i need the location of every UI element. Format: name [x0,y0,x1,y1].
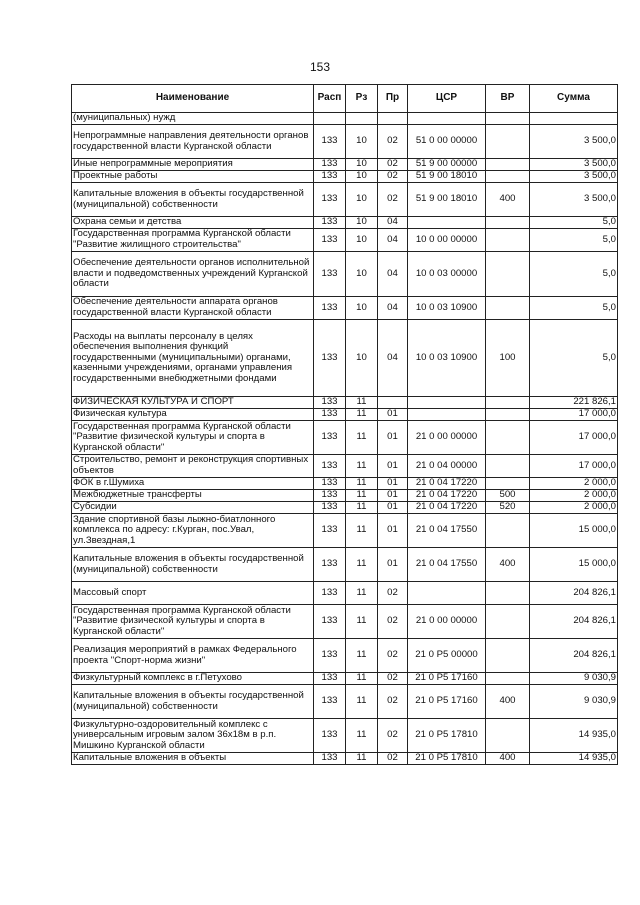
cell-pr: 02 [378,171,408,183]
cell-csr: 10 0 03 00000 [408,252,486,297]
cell-rasp: 133 [314,455,346,478]
cell-name: Капитальные вложения в объекты государственной (муниципальной) собственности [72,548,314,582]
cell-sum: 17 000,0 [530,455,618,478]
cell-csr: 10 0 00 00000 [408,229,486,252]
header-vr: ВР [486,85,530,113]
cell-csr: 21 0 04 17550 [408,514,486,548]
table-row [72,159,618,171]
cell-rasp: 133 [314,548,346,582]
cell-vr [486,409,530,421]
cell-name: Межбюджетные трансферты [72,490,314,502]
cell-rasp: 133 [314,514,346,548]
cell-pr: 02 [378,159,408,171]
table-row [72,217,618,229]
cell-csr: 10 0 03 10900 [408,297,486,320]
cell-vr [486,421,530,455]
cell-sum: 204 826,1 [530,582,618,605]
cell-vr [486,719,530,753]
cell-name: Здание спортивной базы лыжно-биатлонного комплекса по адресу: г.Курган, пос.Увал, ул.Звездная,1 [72,514,314,548]
cell-name: Капитальные вложения в объекты государственной (муниципальной) собственности [72,685,314,719]
cell-pr: 04 [378,217,408,229]
table-row [72,455,618,478]
cell-rz: 11 [346,605,378,639]
cell-sum: 204 826,1 [530,605,618,639]
cell-csr: 21 0 P5 17810 [408,753,486,765]
cell-sum: 17 000,0 [530,409,618,421]
cell-csr: 21 0 04 17220 [408,490,486,502]
cell-rz: 11 [346,673,378,685]
table-row [72,514,618,548]
cell-rasp: 133 [314,639,346,673]
cell-rasp: 133 [314,409,346,421]
cell-vr: 100 [486,320,530,397]
cell-sum: 9 030,9 [530,685,618,719]
cell-rz: 11 [346,502,378,514]
cell-pr [378,397,408,409]
cell-csr: 51 9 00 18010 [408,171,486,183]
cell-rz: 11 [346,409,378,421]
cell-rz: 10 [346,125,378,159]
cell-sum: 14 935,0 [530,753,618,765]
cell-rz: 11 [346,421,378,455]
cell-csr: 21 0 00 00000 [408,421,486,455]
cell-vr: 500 [486,490,530,502]
cell-rz: 11 [346,582,378,605]
cell-csr: 21 0 04 00000 [408,455,486,478]
header-rz: Рз [346,85,378,113]
cell-pr: 02 [378,125,408,159]
cell-vr [486,113,530,125]
header-csr: ЦСР [408,85,486,113]
cell-rasp: 133 [314,605,346,639]
cell-sum: 17 000,0 [530,421,618,455]
cell-csr: 21 0 P5 17160 [408,685,486,719]
cell-csr: 21 0 04 17550 [408,548,486,582]
cell-sum: 15 000,0 [530,548,618,582]
table-row [72,478,618,490]
table-row [72,421,618,455]
table-row [72,548,618,582]
cell-pr: 01 [378,490,408,502]
cell-rasp: 133 [314,673,346,685]
cell-rz: 11 [346,397,378,409]
cell-name: Обеспечение деятельности аппарата органов государственной власти Курганской области [72,297,314,320]
cell-rz: 10 [346,171,378,183]
cell-name: Строительство, ремонт и реконструкция спортивных объектов [72,455,314,478]
cell-name: Государственная программа Курганской области "Развитие физической культуры и спорта в Курганской области" [72,605,314,639]
table-row [72,320,618,397]
cell-name: Физическая культура [72,409,314,421]
cell-csr: 21 0 P5 00000 [408,639,486,673]
cell-pr: 04 [378,229,408,252]
table-row [72,252,618,297]
cell-rasp: 133 [314,685,346,719]
cell-rz: 11 [346,753,378,765]
cell-name: (муниципальных) нужд [72,113,314,125]
cell-sum: 5,0 [530,320,618,397]
table-row [72,397,618,409]
cell-csr [408,582,486,605]
cell-rasp: 133 [314,171,346,183]
cell-pr: 02 [378,753,408,765]
cell-sum [530,113,618,125]
cell-csr: 51 0 00 00000 [408,125,486,159]
cell-pr [378,113,408,125]
cell-rasp: 133 [314,297,346,320]
cell-name: Капитальные вложения в объекты [72,753,314,765]
cell-rz: 10 [346,297,378,320]
cell-vr [486,605,530,639]
cell-rasp: 133 [314,421,346,455]
cell-vr [486,252,530,297]
cell-rz [346,113,378,125]
cell-pr: 02 [378,183,408,217]
cell-csr: 10 0 03 10900 [408,320,486,397]
header-rasp: Расп [314,85,346,113]
header-sum: Сумма [530,85,618,113]
cell-csr [408,113,486,125]
cell-sum: 2 000,0 [530,502,618,514]
cell-rasp: 133 [314,490,346,502]
cell-vr: 400 [486,548,530,582]
table-row [72,297,618,320]
cell-vr [486,171,530,183]
cell-sum: 5,0 [530,217,618,229]
cell-sum: 5,0 [530,297,618,320]
cell-vr [486,159,530,171]
table-row [72,502,618,514]
cell-rz: 11 [346,639,378,673]
cell-vr [486,455,530,478]
table-header-row [72,85,618,113]
cell-vr [486,478,530,490]
cell-pr: 01 [378,502,408,514]
cell-pr: 02 [378,685,408,719]
cell-name: Физкультурно-оздоровительный комплекс с универсальным игровым залом 36х18м в р.п. Мишкино Курганской области [72,719,314,753]
cell-rz: 10 [346,229,378,252]
cell-name: Государственная программа Курганской области "Развитие физической культуры и спорта в Курганской области" [72,421,314,455]
cell-name: Иные непрограммные мероприятия [72,159,314,171]
table-row [72,183,618,217]
cell-sum: 15 000,0 [530,514,618,548]
cell-csr: 51 9 00 00000 [408,159,486,171]
cell-name: Капитальные вложения в объекты государственной (муниципальной) собственности [72,183,314,217]
cell-csr [408,217,486,229]
cell-vr: 400 [486,685,530,719]
cell-rasp: 133 [314,397,346,409]
cell-name: Обеспечение деятельности органов исполнительной власти и подведомственных учреждений Курганской области [72,252,314,297]
cell-sum: 204 826,1 [530,639,618,673]
cell-rz: 10 [346,183,378,217]
cell-vr: 520 [486,502,530,514]
table-row [72,639,618,673]
table-row [72,605,618,639]
cell-csr: 51 9 00 18010 [408,183,486,217]
cell-csr: 21 0 04 17220 [408,502,486,514]
cell-pr: 04 [378,320,408,397]
cell-rz: 11 [346,548,378,582]
cell-csr: 21 0 00 00000 [408,605,486,639]
cell-name: Субсидии [72,502,314,514]
cell-vr: 400 [486,753,530,765]
cell-sum: 9 030,9 [530,673,618,685]
cell-name: Проектные работы [72,171,314,183]
table-row [72,125,618,159]
budget-table [71,84,618,765]
cell-csr [408,397,486,409]
cell-csr: 21 0 P5 17810 [408,719,486,753]
cell-pr: 01 [378,514,408,548]
table-row [72,171,618,183]
cell-pr: 04 [378,297,408,320]
cell-rz: 11 [346,514,378,548]
cell-sum: 14 935,0 [530,719,618,753]
cell-rasp: 133 [314,582,346,605]
header-pr: Пр [378,85,408,113]
table-body [72,113,618,765]
cell-name: Реализация мероприятий в рамках Федерального проекта "Спорт-норма жизни" [72,639,314,673]
cell-sum: 5,0 [530,252,618,297]
cell-pr: 01 [378,548,408,582]
cell-csr [408,409,486,421]
table-row [72,753,618,765]
cell-rasp: 133 [314,719,346,753]
cell-sum: 2 000,0 [530,490,618,502]
table-row [72,113,618,125]
cell-rasp: 133 [314,753,346,765]
cell-pr: 02 [378,639,408,673]
cell-pr: 01 [378,455,408,478]
cell-vr [486,397,530,409]
cell-vr [486,673,530,685]
cell-rasp: 133 [314,183,346,217]
cell-sum: 221 826,1 [530,397,618,409]
cell-vr: 400 [486,183,530,217]
cell-sum: 3 500,0 [530,183,618,217]
cell-sum: 2 000,0 [530,478,618,490]
cell-name: Государственная программа Курганской области "Развитие жилищного строительства" [72,229,314,252]
cell-rasp: 133 [314,252,346,297]
cell-rasp: 133 [314,125,346,159]
cell-vr [486,217,530,229]
cell-sum: 3 500,0 [530,125,618,159]
cell-name: Массовый спорт [72,582,314,605]
cell-vr [486,639,530,673]
cell-rz: 10 [346,217,378,229]
cell-pr: 01 [378,409,408,421]
cell-pr: 01 [378,478,408,490]
cell-rz: 11 [346,478,378,490]
header-name: Наименование [72,85,314,113]
cell-rasp [314,113,346,125]
cell-rz: 10 [346,252,378,297]
cell-name: Расходы на выплаты персоналу в целях обеспечения выполнения функций государственными (муниципальными) органами, казенными учреждениями, органами управления государственными внебюджетными фондами [72,320,314,397]
cell-rasp: 133 [314,502,346,514]
table-row [72,409,618,421]
cell-rasp: 133 [314,478,346,490]
cell-pr: 02 [378,605,408,639]
cell-rz: 11 [346,490,378,502]
table-row [72,673,618,685]
cell-sum: 5,0 [530,229,618,252]
cell-pr: 01 [378,421,408,455]
table-row [72,719,618,753]
cell-csr: 21 0 04 17220 [408,478,486,490]
cell-name: Непрограммные направления деятельности органов государственной власти Курганской области [72,125,314,159]
page-number: 153 [309,60,331,74]
cell-vr [486,582,530,605]
table-row [72,685,618,719]
cell-rz: 11 [346,685,378,719]
cell-pr: 02 [378,582,408,605]
table-row [72,229,618,252]
cell-vr [486,125,530,159]
cell-rz: 11 [346,455,378,478]
cell-name: ФИЗИЧЕСКАЯ КУЛЬТУРА И СПОРТ [72,397,314,409]
cell-rasp: 133 [314,320,346,397]
table-row [72,490,618,502]
cell-sum: 3 500,0 [530,159,618,171]
cell-rasp: 133 [314,217,346,229]
table-row [72,582,618,605]
cell-vr [486,514,530,548]
cell-pr: 02 [378,719,408,753]
cell-pr: 04 [378,252,408,297]
cell-pr: 02 [378,673,408,685]
cell-sum: 3 500,0 [530,171,618,183]
cell-rz: 11 [346,719,378,753]
cell-csr: 21 0 P5 17160 [408,673,486,685]
cell-rasp: 133 [314,159,346,171]
cell-rasp: 133 [314,229,346,252]
cell-name: Охрана семьи и детства [72,217,314,229]
cell-name: ФОК в г.Шумиха [72,478,314,490]
cell-rz: 10 [346,320,378,397]
cell-name: Физкультурный комплекс в г.Петухово [72,673,314,685]
cell-rz: 10 [346,159,378,171]
cell-vr [486,229,530,252]
cell-vr [486,297,530,320]
